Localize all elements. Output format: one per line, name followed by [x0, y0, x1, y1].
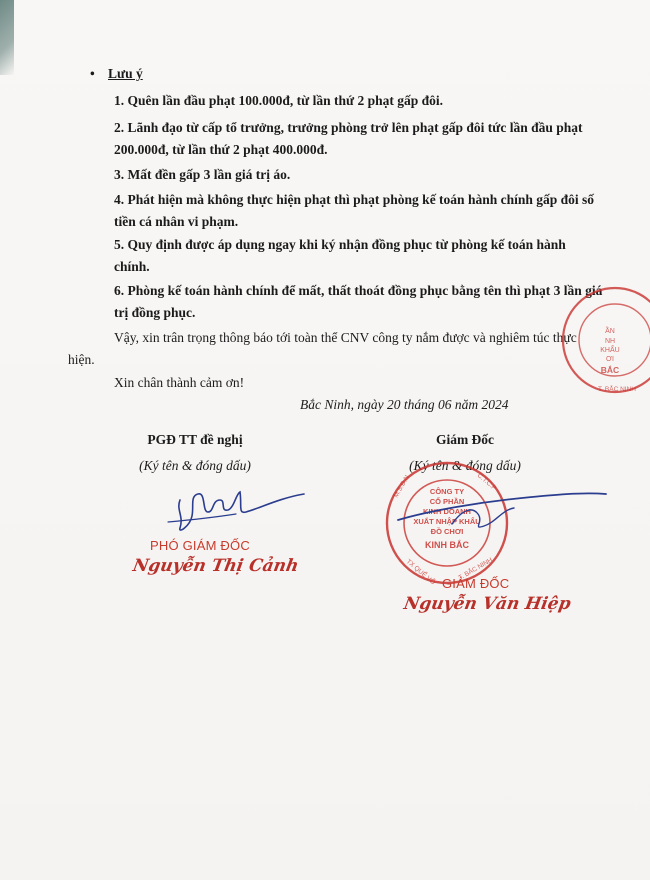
- closing-notice-line2: hiện.: [68, 352, 95, 367]
- note-heading: [90, 66, 143, 82]
- svg-text:T. BẮC NINH: T. BẮC NINH: [598, 386, 636, 393]
- bullet-icon: •: [90, 66, 95, 81]
- svg-text:M.S.D.N: M.S.D.N: [392, 474, 412, 499]
- partial-seal: [555, 285, 650, 395]
- right-signer-name: Nguyễn Văn Hiệp: [402, 594, 573, 614]
- svg-text:TX QUẾ VÕ: TX QUẾ VÕ: [404, 558, 437, 587]
- note-item-2: 2. Lãnh đạo từ cấp tổ trưởng, trưởng phòng trở lên phạt gấp đôi tức lần đầu phạt 200.000đ, từ lần thứ 2 phạt 400.000đ.: [114, 120, 583, 157]
- svg-text:BẮC: BẮC: [600, 365, 620, 375]
- svg-text:C.T.C.P: C.T.C.P: [475, 472, 498, 492]
- svg-text:ƠI: ƠI: [606, 356, 614, 363]
- seal-line-2: CỔ PHẦN: [429, 497, 465, 506]
- closing-thanks: Xin chân thành cảm ơn!: [114, 375, 245, 390]
- left-role: PHÓ GIÁM ĐỐC: [150, 538, 250, 553]
- left-sign-title: PGĐ TT đề nghị: [147, 432, 243, 447]
- left-signer-name: Nguyễn Thị Cảnh: [131, 556, 301, 576]
- svg-text:T. BẮC NINH: T. BẮC NINH: [457, 556, 494, 582]
- note-title: Lưu ý: [108, 66, 143, 81]
- seal-line-5: ĐỒ CHƠI: [430, 527, 464, 536]
- closing-notice-line1: Vậy, xin trân trọng thông báo tới toàn thể CNV công ty nắm được và nghiêm túc thực: [114, 330, 577, 345]
- note-item-6: 6. Phòng kế toán hành chính để mất, thất thoát đồng phục bằng tên thì phạt 3 lần giá trị đồng phục.: [114, 283, 603, 320]
- page-edge-shadow: [0, 0, 14, 75]
- right-sign-title: Giám Đốc: [435, 432, 495, 447]
- note-item-1: 1. Quên lần đầu phạt 100.000đ, từ lần thứ 2 phạt gấp đôi.: [114, 93, 444, 108]
- left-sign-note: (Ký tên & đóng dấu): [139, 458, 251, 473]
- right-signature-scribble: [392, 480, 612, 550]
- seal-line-3: KINH DOANH: [423, 507, 471, 516]
- svg-text:KHẨU: KHẨU: [600, 347, 620, 354]
- seal-line-1: CÔNG TY: [429, 487, 465, 496]
- note-item-5: 5. Quy định được áp dụng ngay khi ký nhận đồng phục từ phòng kế toán hành chính.: [114, 237, 566, 274]
- right-role: GIÁM ĐỐC: [442, 576, 510, 591]
- svg-text:NH: NH: [604, 338, 616, 345]
- right-sign-note: (Ký tên & đóng dấu): [409, 458, 521, 473]
- note-item-4: 4. Phát hiện mà không thực hiện phạt thì phạt phòng kế toán hành chính gấp đôi số tiền cá nhân vi phạm.: [114, 192, 595, 229]
- svg-text:ẦN: ẦN: [605, 328, 615, 335]
- note-item-3: 3. Mất đền gấp 3 lần giá trị áo.: [114, 167, 291, 182]
- seal-line-4: XUẤT NHẬP KHẨU: [413, 517, 481, 526]
- place-date: Bắc Ninh, ngày 20 tháng 06 năm 2024: [300, 397, 509, 412]
- seal-line-6: KINH BẮC: [425, 540, 469, 550]
- left-signature-scribble: [150, 482, 310, 538]
